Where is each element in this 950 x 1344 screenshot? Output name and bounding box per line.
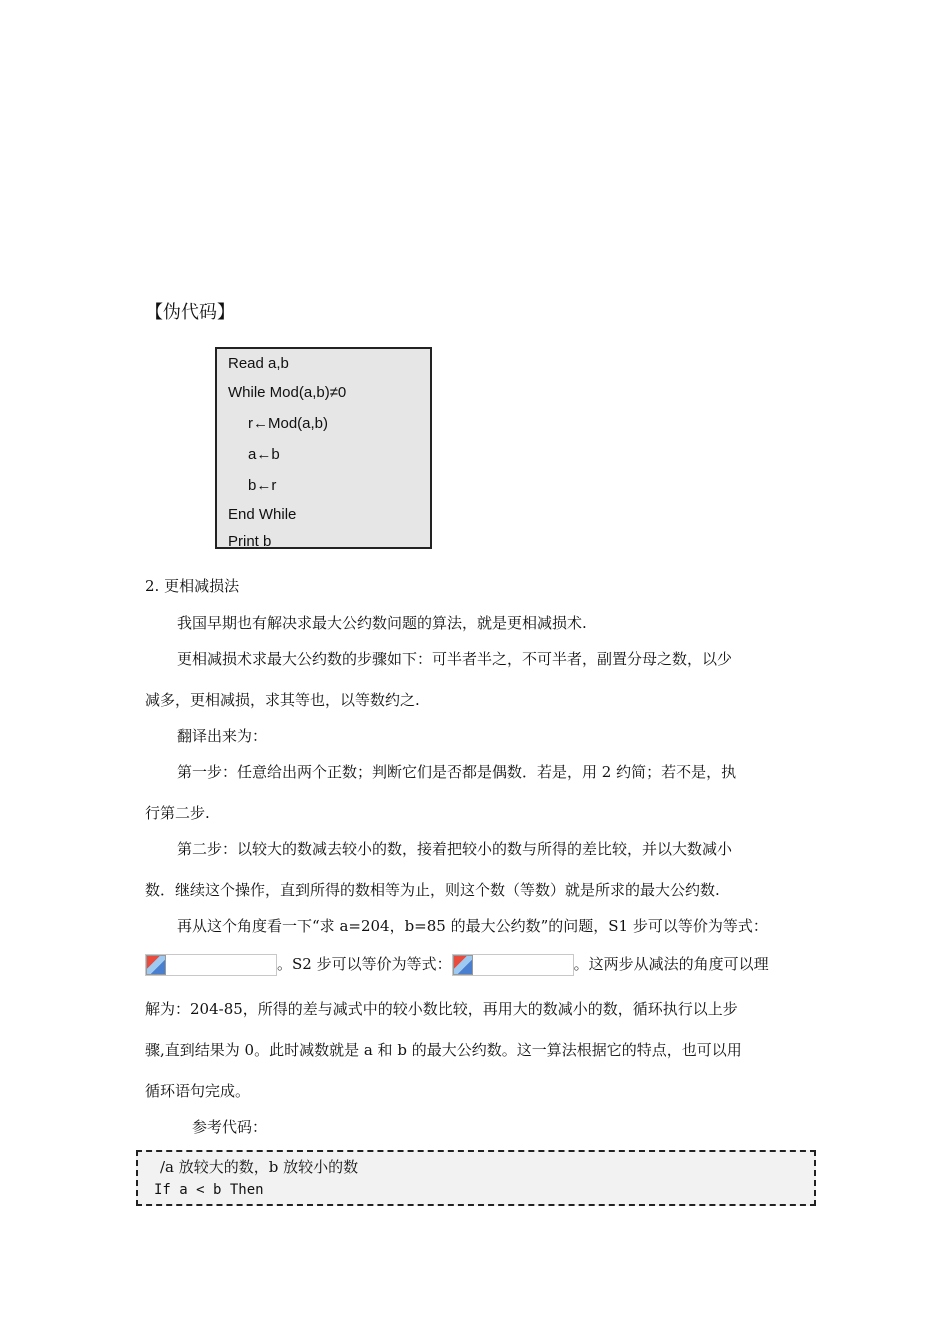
paragraph: 第二步：以较大的数减去较小的数，接着把较小的数与所得的差比较，并以大数减小 (177, 840, 733, 858)
code-line: End While (228, 506, 297, 523)
paragraph: 数．继续这个操作，直到所得的数相等为止，则这个数（等数）就是所求的最大公约数. (145, 881, 720, 899)
code-line: /a 放较大的数，b 放较小的数 (160, 1158, 359, 1176)
code-line: b←r (248, 477, 277, 494)
code-line: If a < b Then (154, 1182, 264, 1198)
reference-code-box (136, 1150, 816, 1206)
paragraph: 再从这个角度看一下“求 a=204，b=85 的最大公约数”的问题，S1 步可以等价为等式： (177, 917, 768, 935)
pseudocode-box (215, 347, 432, 549)
paragraph: 更相减损术求最大公约数的步骤如下：可半者半之，不可半者，副置分母之数，以少 (177, 650, 733, 668)
section-heading-pseudocode: 【伪代码】 (145, 302, 235, 323)
code-line: While Mod(a,b)≠0 (228, 384, 347, 401)
paragraph: 解为：204-85，所得的差与减式中的较小数比较，再用大的数减小的数，循环执行以上步 (145, 1000, 738, 1018)
code-line: Print b (228, 533, 272, 549)
paragraph: 我国早期也有解决求最大公约数问题的算法，就是更相减损术. (177, 614, 587, 632)
paragraph: 行第二步. (145, 804, 210, 822)
paragraph: 骤,直到结果为 0。此时减数就是 a 和 b 的最大公约数。这一算法根据它的特点，也可以用 (145, 1041, 742, 1059)
paragraph-text: 。这两步从减法的角度可以理 (573, 955, 769, 973)
equation-image-s2 (452, 954, 574, 976)
paragraph: 减多，更相减损，求其等也，以等数约之. (145, 691, 420, 709)
code-line: Read a,b (228, 355, 289, 372)
paragraph: 翻译出来为： (177, 727, 268, 745)
broken-image-icon (453, 955, 473, 975)
paragraph: 第一步：任意给出两个正数；判断它们是否都是偶数．若是，用 2 约简；若不是，执 (177, 763, 737, 781)
section-title: 2. 更相减损法 (145, 577, 240, 595)
paragraph-with-images (145, 953, 769, 976)
code-line: a←b (248, 446, 280, 463)
equation-image-s1 (145, 954, 277, 976)
broken-image-icon (146, 955, 166, 975)
paragraph: 循环语句完成。 (145, 1082, 251, 1100)
code-line: r←Mod(a,b) (248, 415, 329, 432)
reference-code-label: 参考代码： (192, 1118, 268, 1136)
paragraph-text: 。S2 步可以等价为等式： (277, 955, 452, 973)
